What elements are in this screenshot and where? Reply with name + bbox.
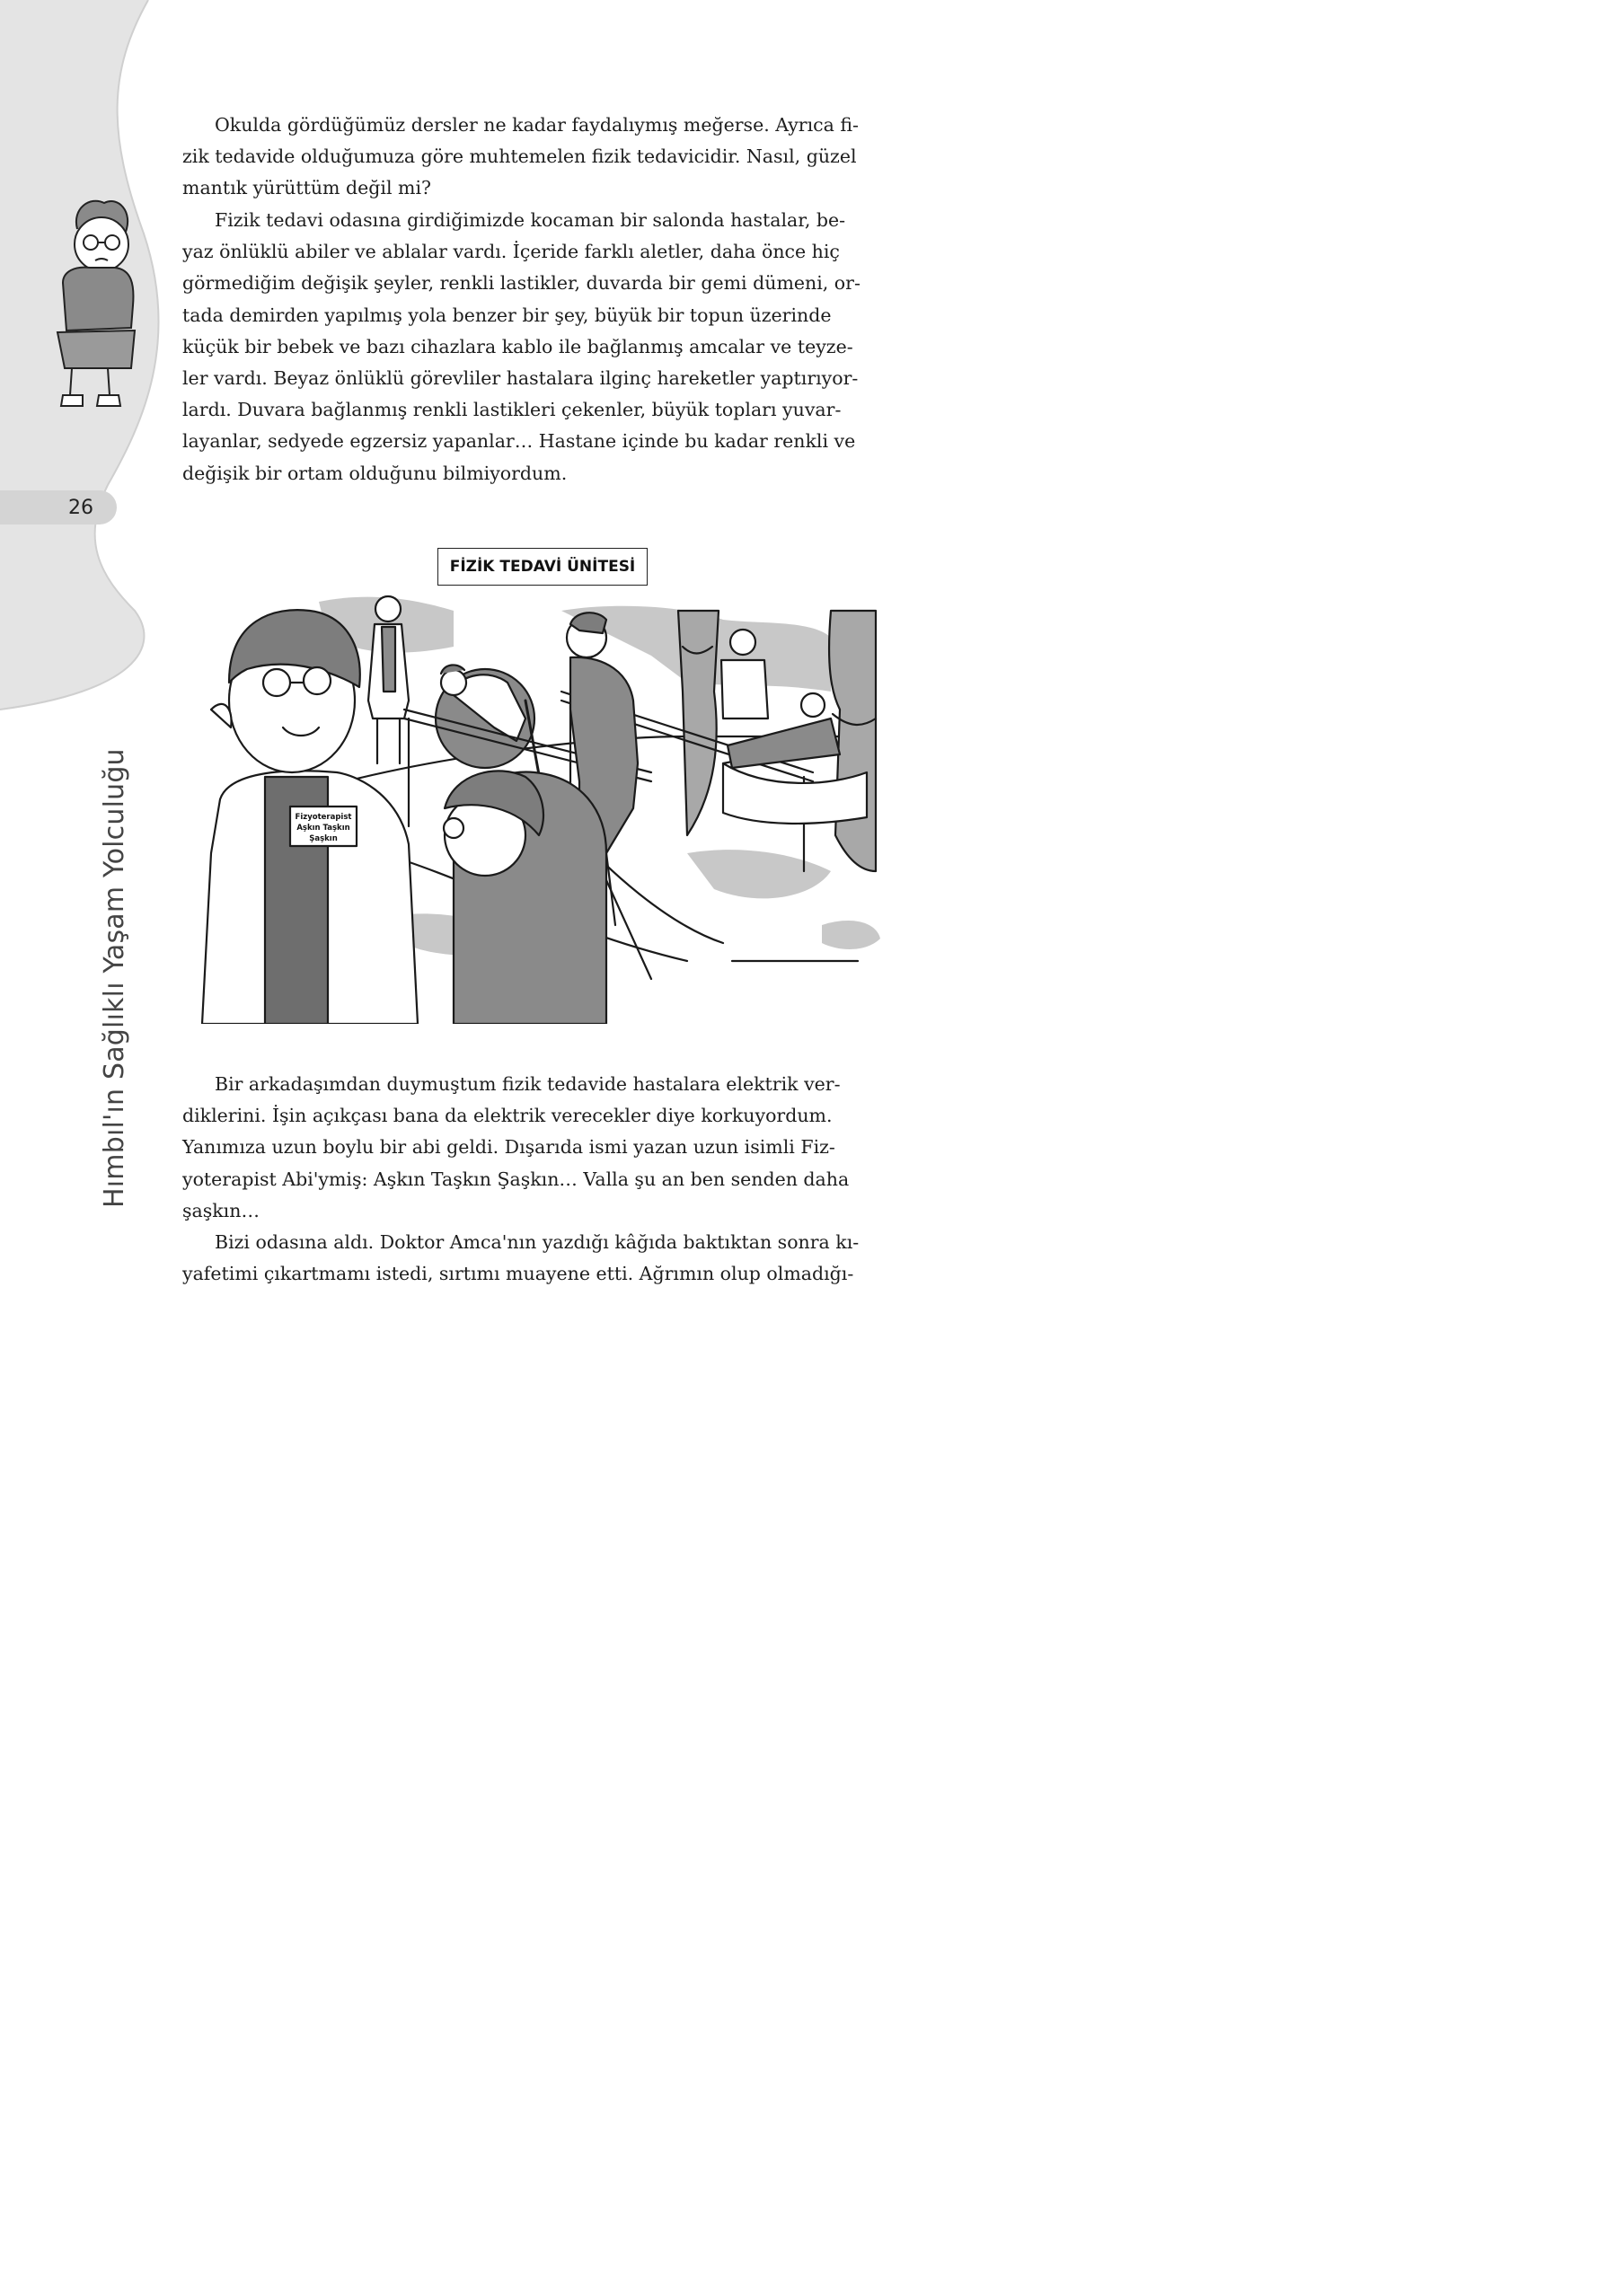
text-line: yafetimi çıkartmamı istedi, sırtımı muayene etti. Ağrımın olup olmadığı-: [182, 1263, 854, 1285]
text-line: layanlar, sedyede egzersiz yapanlar… Hastane içinde bu kadar renkli ve: [182, 430, 856, 453]
paragraph-4: [182, 1227, 881, 1290]
text-line: Bizi odasına aldı. Doktor Amca'nın yazdığı kâğıda baktıktan sonra kı-: [215, 1231, 860, 1253]
paragraph-3: [182, 1069, 881, 1227]
paragraph-2: [182, 205, 881, 489]
paragraph-1: [182, 110, 881, 205]
text-line: görmediğim değişik şeyler, renkli lastikler, duvarda bir gemi dümeni, or-: [182, 272, 861, 295]
text-line: yaz önlüklü abiler ve ablalar vardı. İçeride farklı aletler, daha önce hiç: [182, 241, 840, 263]
text-line: değişik bir ortam olduğunu bilmiyordum.: [182, 462, 568, 484]
text-line: şaşkın…: [182, 1199, 260, 1221]
text-line: Fizik tedavi odasına girdiğimizde kocaman bir salonda hastalar, be-: [215, 209, 846, 231]
text-line: Yanımıza uzun boylu bir abi geldi. Dışarıda ismi yazan uzun isimli Fiz-: [182, 1136, 835, 1159]
text-line: mantık yürüttüm değil mi?: [182, 177, 432, 199]
text-line: ler vardı. Beyaz önlüklü görevliler hastalara ilginç hareketler yaptırıyor-: [182, 367, 859, 390]
text-line: yoterapist Abi'ymiş: Aşkın Taşkın Şaşkın… Valla şu an ben senden daha: [182, 1168, 850, 1190]
text-line: zik tedavide olduğumuza göre muhtemelen fizik tedavicidir. Nasıl, güzel: [182, 145, 857, 168]
badge-line-1: Fizyoterapist: [295, 813, 352, 822]
physiotherapy-room-illustration: [184, 584, 885, 1024]
page-number: [0, 490, 117, 525]
text-line: küçük bir bebek ve bazı cihazlara kablo ile bağlanmış amcalar ve teyze-: [182, 335, 853, 357]
text-line: tada demirden yapılmış yola benzer bir şey, büyük bir topun üzerinde: [182, 304, 832, 326]
text-line: Bir arkadaşımdan duymuştum fizik tedavide hastalara elektrik ver-: [215, 1073, 841, 1095]
page-number-text: 26: [68, 496, 93, 519]
physio-unit-sign: FİZİK TEDAVİ ÜNİTESİ: [437, 548, 648, 586]
badge-line-3: Şaşkın: [309, 834, 338, 843]
badge-line-2: Aşkın Taşkın: [296, 824, 350, 833]
text-line: diklerini. İşin açıkçası bana da elektrik verecekler diye korkuyordum.: [182, 1105, 833, 1127]
text-line: lardı. Duvara bağlanmış renkli lastikleri çekenler, büyük topları yuvar-: [182, 399, 842, 421]
text-line: Okulda gördüğümüz dersler ne kadar faydalıymış meğerse. Ayrıca fi-: [215, 114, 859, 136]
running-title: Hımbıl'ın Sağlıklı Yaşam Yolculuğu: [99, 748, 130, 1208]
margin-decoration: [0, 0, 180, 1395]
